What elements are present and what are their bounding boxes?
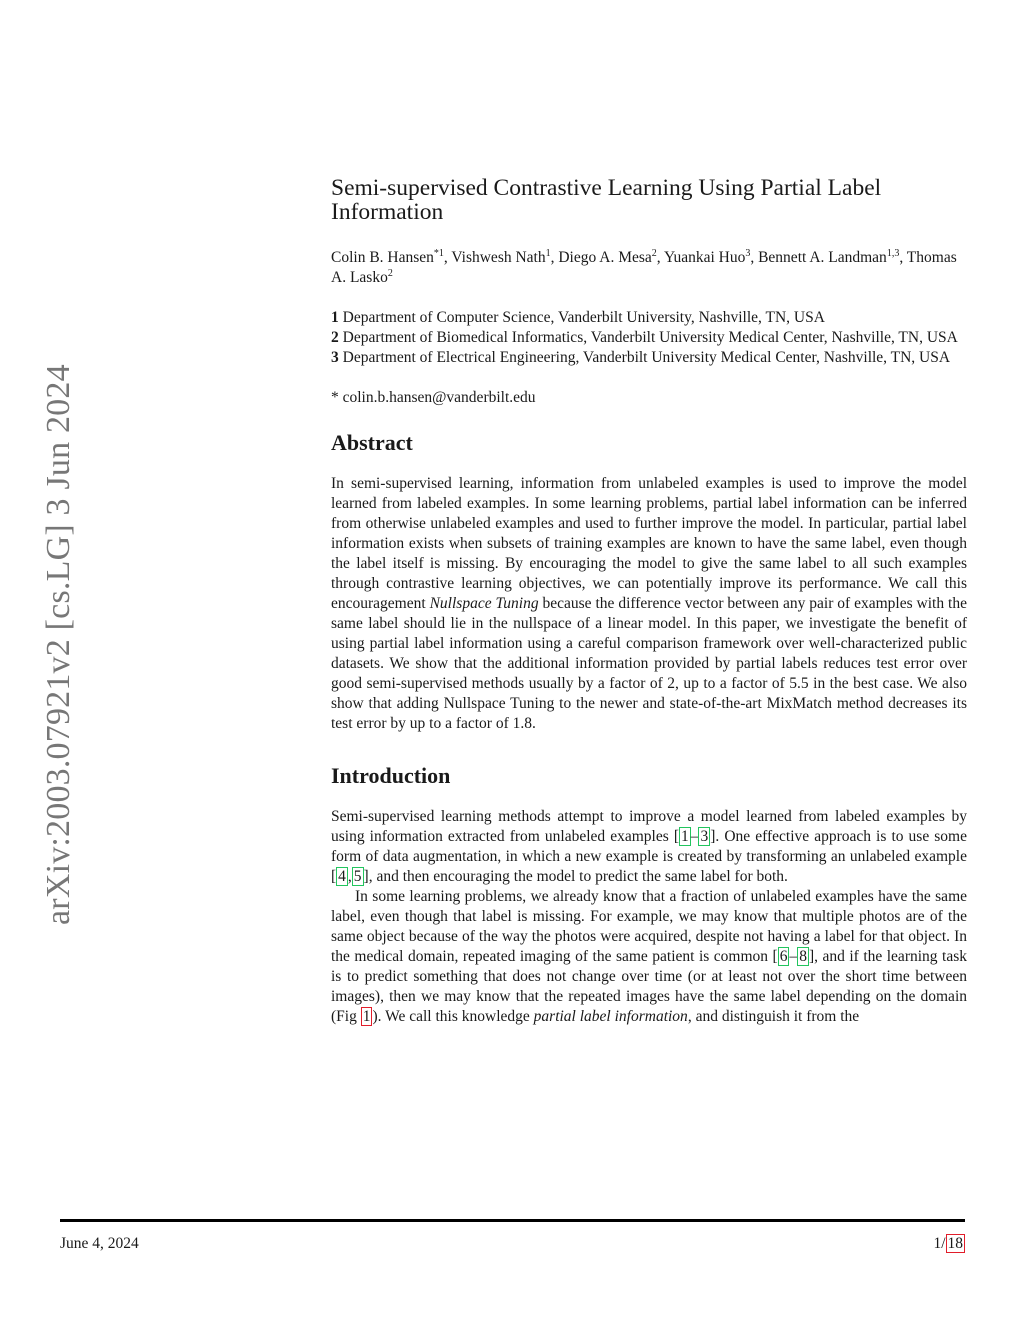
citation-link[interactable]: 4 xyxy=(338,868,346,885)
page-number xyxy=(933,1234,965,1254)
abstract-text: In semi-supervised learning, information from unlabeled examples is used to improve the model learned from labeled examples. In some learning problems, partial label information can be inferred from otherwise unlabeled examples and used to further improve the model. In particular, partial label information exists when subsets of training examples are known to have the same label, even though the label itself is missing. By encouraging the model to give the same label to all such examples through contrastive learning objectives, we can potentially improve its performance. We call this encouragement xyxy=(331,475,967,612)
author-name: Yuankai Huo xyxy=(663,249,746,266)
figure-reference-link[interactable]: 1 xyxy=(362,1008,371,1025)
author-superscript: 1,3 xyxy=(886,247,900,259)
body-text: ]. One effective approach is to use some form of data augmentation, in which a new example is created by transforming an unlabeled example [ xyxy=(331,828,967,885)
affiliation-number: 1 xyxy=(331,309,339,326)
author-name: Thomas A. Lasko xyxy=(331,249,957,286)
citation-link[interactable]: 1 xyxy=(680,828,689,845)
abstract-heading: Abstract xyxy=(331,430,413,455)
body-emphasis: partial label information xyxy=(533,1008,688,1025)
abstract-text: because the difference vector between any pair of examples with the same label should lie in the nullspace of a linear model. In this paper, we investigate the benefit of using partial label information using a careful comparison framework over well-characterized public datasets. We show that the additional information provided by partial labels reduces test error over good semi-supervised methods usually by a factor of 2, up to a factor of 5.5 in the best case. We also show that adding Nullspace Tuning to the newer and state-of-the-art MixMatch method decreases its test error by up to a factor of 1.8. xyxy=(331,595,967,732)
body-text: – xyxy=(690,828,699,845)
affiliation-text: Department of Electrical Engineering, Vanderbilt University Medical Center, Nashville, TN, USA xyxy=(342,349,951,366)
arxiv-identifier-text: arXiv:2003.07921v2 [cs.LG] 3 Jun 2024 xyxy=(40,364,77,925)
affiliation-number: 2 xyxy=(331,329,339,346)
author-superscript: 1 xyxy=(545,247,551,259)
body-text: ], and then encouraging the model to predict the same label for both. xyxy=(363,868,788,885)
footer-date: June 4, 2024 xyxy=(60,1235,139,1252)
affiliation-text: Department of Biomedical Informatics, Vanderbilt University Medical Center, Nashville, TN, USA xyxy=(342,329,958,346)
footer-rule xyxy=(60,1219,965,1222)
affiliation xyxy=(331,348,967,368)
intro-paragraph-2 xyxy=(331,887,967,1027)
body-text: In some learning problems, we already know that a fraction of unlabeled examples have the same label, even though that label is missing. For example, we may know that multiple photos are of the same object because of the way the photos were acquired, despite not having a label for that object. In the medical domain, repeated imaging of the same patient is common [ xyxy=(331,888,967,965)
body-text: , and distinguish it from the xyxy=(687,1008,860,1025)
page-content xyxy=(331,176,967,1027)
intro-paragraph-1 xyxy=(331,807,967,887)
affiliation-text: Department of Computer Science, Vanderbilt University, Nashville, TN, USA xyxy=(342,309,825,326)
body-text: Semi-supervised learning methods attempt to improve a model learned from labeled examples by using information extracted from unlabeled examples [ xyxy=(331,808,967,845)
citation-link[interactable]: 5 xyxy=(353,868,362,885)
author-superscript: *1 xyxy=(433,247,444,259)
body-text: , xyxy=(347,868,352,885)
author-name: Colin B. Hansen xyxy=(331,249,434,266)
citation-link[interactable]: 6 xyxy=(779,948,788,965)
paper-title: Semi-supervised Contrastive Learning Using Partial Label Information xyxy=(331,175,882,225)
corresponding-email: * colin.b.hansen@vanderbilt.edu xyxy=(331,389,536,406)
citation-link[interactable]: 3 xyxy=(700,828,709,845)
author-name: Diego A. Mesa xyxy=(558,249,652,266)
abstract-body xyxy=(331,474,967,734)
introduction-heading: Introduction xyxy=(331,763,451,788)
abstract-emphasis: Nullspace Tuning xyxy=(429,595,539,612)
author-superscript: 3 xyxy=(745,247,751,259)
body-text: – xyxy=(789,948,798,965)
page-current: 1/ xyxy=(933,1235,946,1252)
author-name: Vishwesh Nath xyxy=(451,249,546,266)
author-list: Colin B. Hansen$^{*1}$, Vishwesh Nath$^1$, Diego A. Mesa$^2$, Yuankai Huo$^3$, Bennett A. Landman$^{1,3}$, Thomas A. Lasko$^2$ xyxy=(331,247,957,286)
author-name: Bennett A. Landman xyxy=(758,249,887,266)
affiliation-number: 3 xyxy=(331,349,339,366)
author-superscript: 2 xyxy=(651,247,657,259)
body-text: ). We call this knowledge xyxy=(372,1008,534,1025)
body-text: ], and if the learning task is to predict something that does not change over time (or at least not over the short time between images), then we may know that the repeated images have the same label depending on the domain (Fig xyxy=(331,948,967,1025)
citation-link[interactable]: 8 xyxy=(799,948,807,965)
author-superscript: 2 xyxy=(387,267,393,279)
affiliation xyxy=(331,308,967,328)
affiliation xyxy=(331,328,967,348)
affiliation-list xyxy=(331,308,967,368)
page-total-link[interactable]: 18 xyxy=(947,1235,963,1252)
